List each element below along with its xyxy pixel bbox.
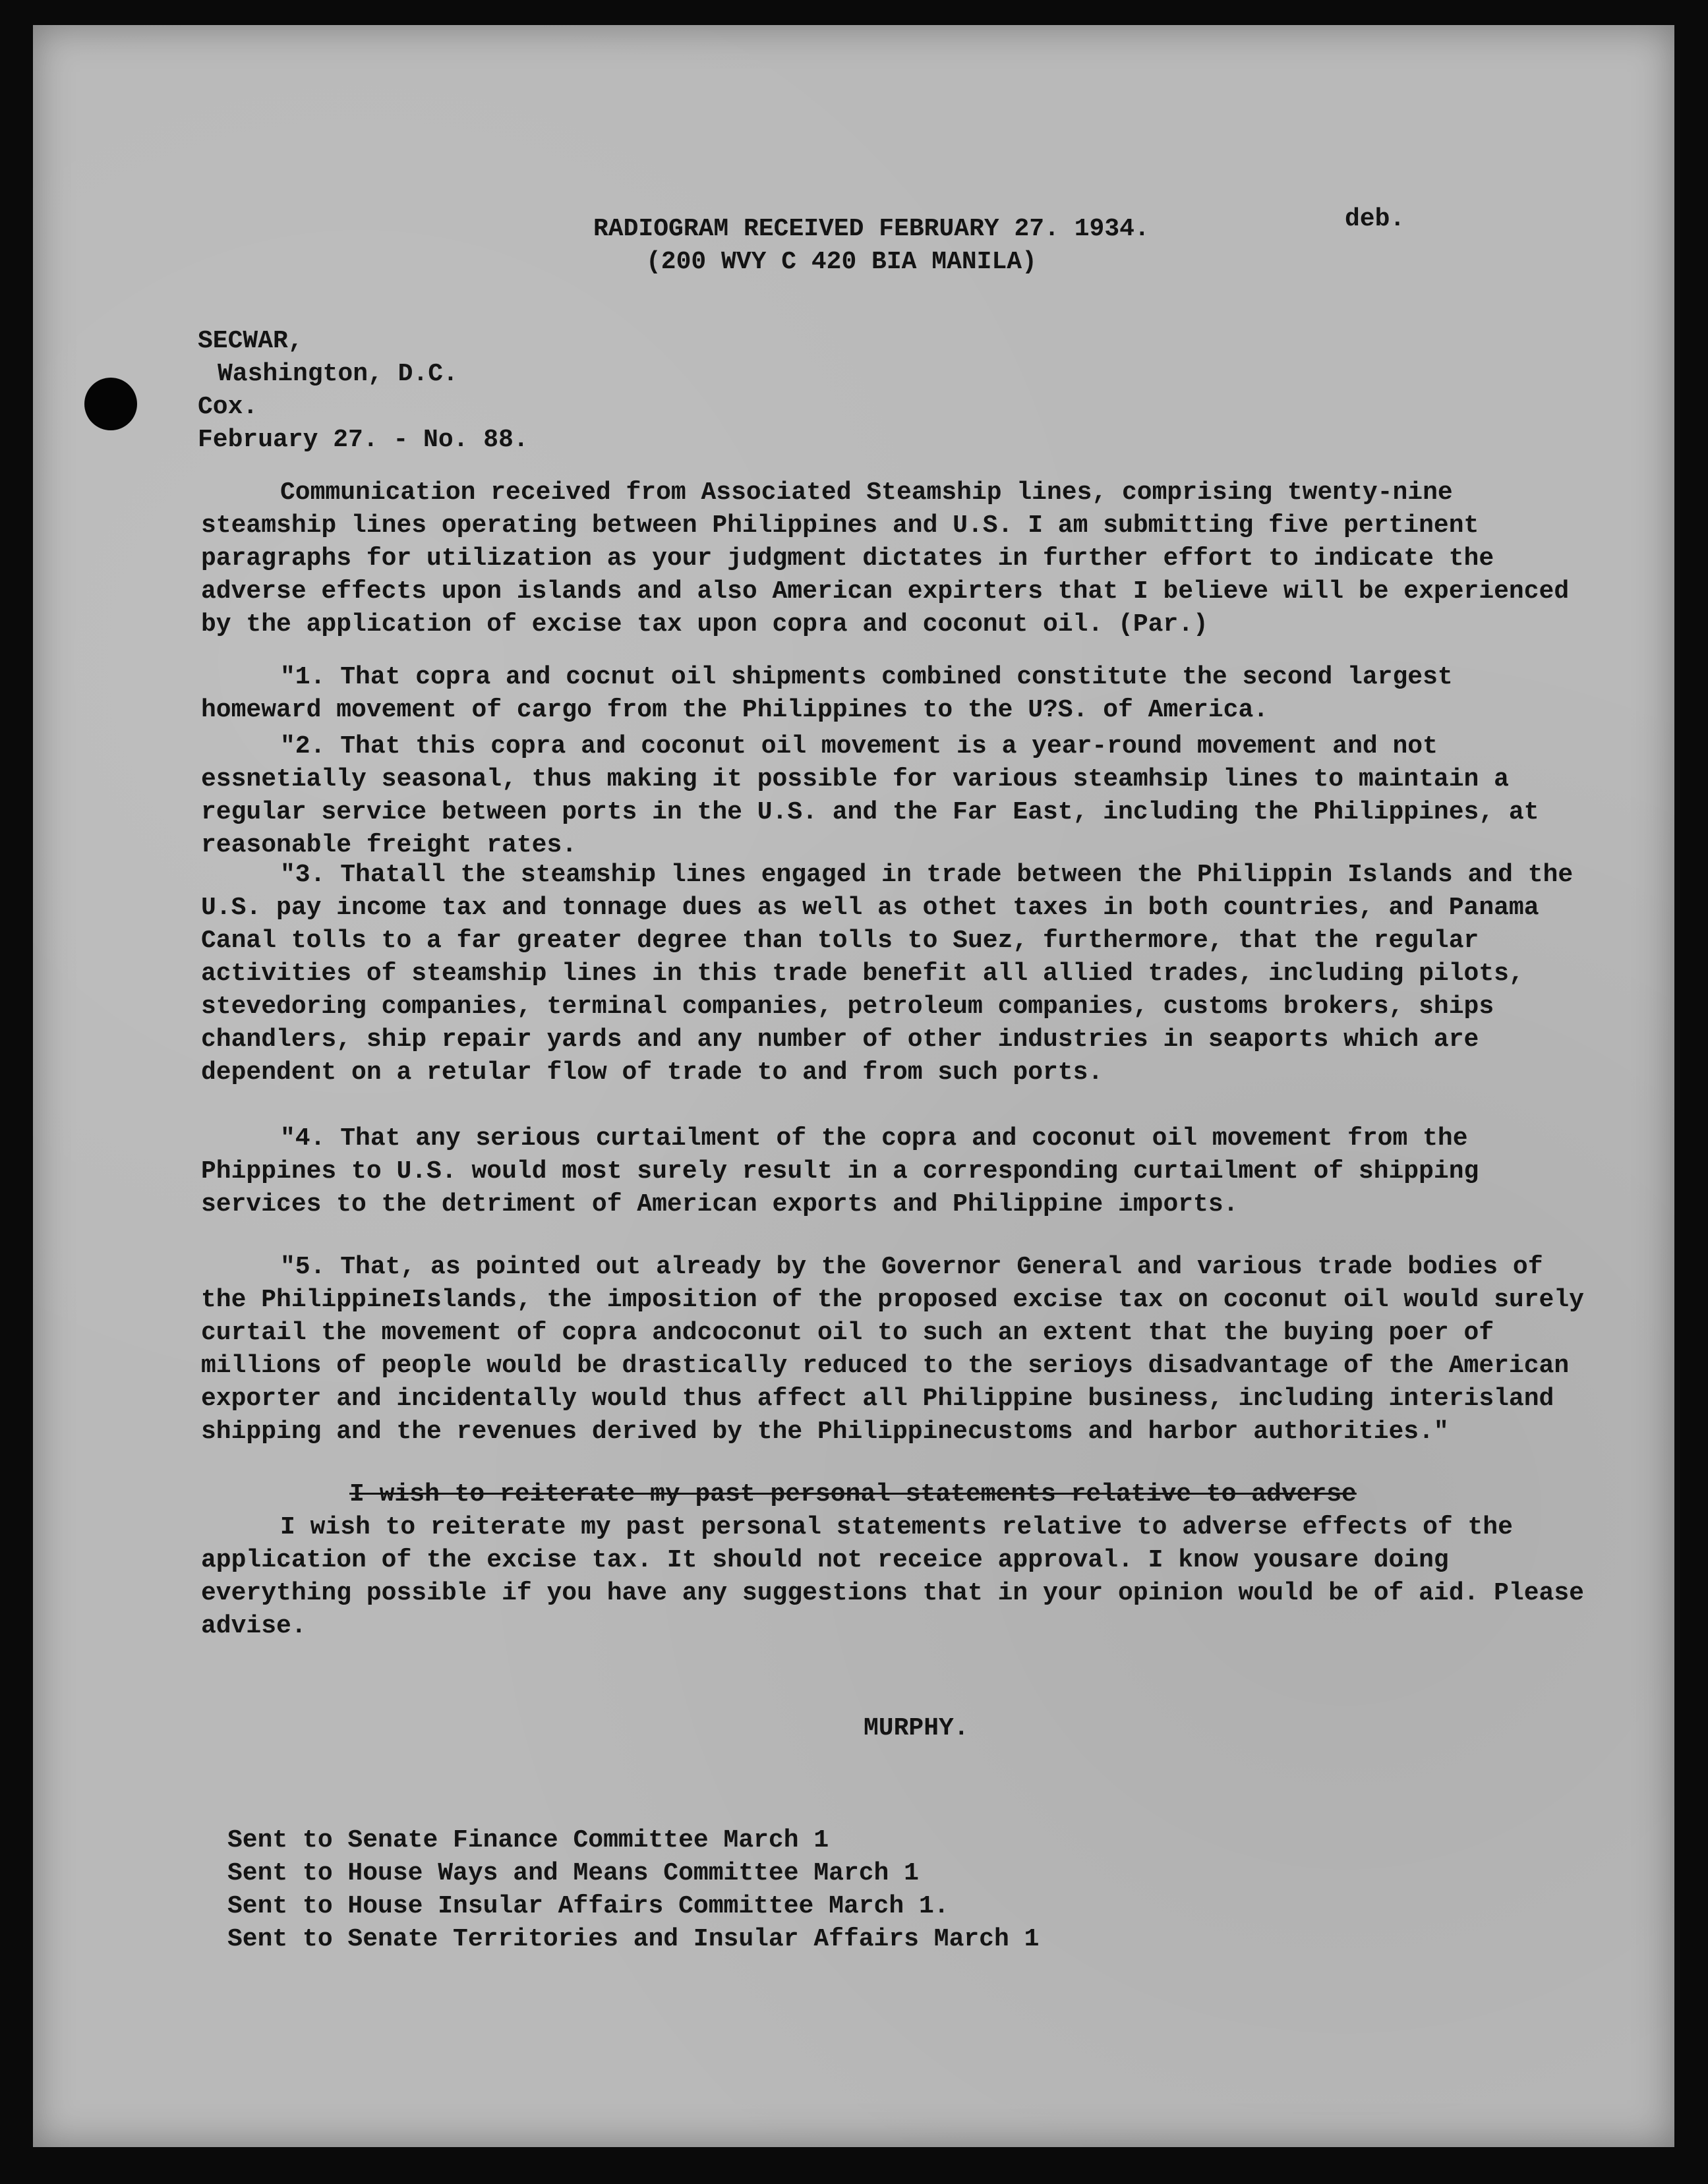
sender-name: Cox.: [198, 393, 258, 421]
radiogram-header: RADIOGRAM RECEIVED FEBRUARY 27. 1934.: [593, 215, 1150, 243]
intro-paragraph: Communication received from Associated Steamship lines, comprising twenty-nine steamship lines operating between Philippines and U.S. I am submitting five pertinent paragraphs for utilization as your judgment dictates in further effort to indicate the adverse effects upon islands and also American expirters that I believe will be experienced by the application of excise tax upon copra and coconut oil. (Par.): [201, 478, 1570, 639]
distribution-line: Sent to House Ways and Means Committee March 1: [227, 1859, 919, 1887]
punch-hole: [84, 378, 137, 430]
struck-line: I wish to reiterate my past personal statements relative to adverse: [349, 1480, 1357, 1509]
distribution-line: Sent to House Insular Affairs Committee March 1.: [227, 1892, 949, 1920]
paragraph-3: "3. Thatall the steamship lines engaged in trade between the Philippin Islands and the U.S. pay income tax and tonnage dues as well as othet taxes in both countries, and Panama Canal tolls to a far greater degree than tolls to Suez, furthermore, that the regular activities of steamship lines in this trade benefit all allied trades, including pilots, stevedoring companies, terminal companies, petroleum companies, customs brokers, ships chandlers, ship repair yards and any number of other industries in seaports which are dependent on a retular flow of trade to and from such ports.: [201, 861, 1574, 1087]
signature: MURPHY.: [864, 1714, 969, 1742]
distribution-line: Sent to Senate Territories and Insular Affairs March 1: [227, 1925, 1040, 1953]
distribution-line: Sent to Senate Finance Committee March 1: [227, 1826, 829, 1854]
message-date: February 27. - No. 88.: [198, 426, 529, 454]
paragraph-1: "1. That copra and cocnut oil shipments combined constitute the second largest homeward movement of cargo from the Philippines to the U?S. of America.: [201, 663, 1453, 724]
recipient: SECWAR,: [198, 327, 303, 355]
paragraph-2: "2. That this copra and coconut oil movement is a year-round movement and not essnetially seasonal, thus making it possible for various steamhsip lines to maintain a regular service between ports in the U.S. and the Far East, including the Philippines, at reasonable freight rates.: [201, 732, 1539, 859]
radiogram-code: (200 WVY C 420 BIA MANILA): [646, 248, 1037, 276]
document-page: [33, 25, 1674, 2147]
paragraph-4: "4. That any serious curtailment of the copra and coconut oil movement from the Phippines to U.S. would most surely result in a corresponding curtailment of shipping services to the detriment of American exports and Philippine imports.: [201, 1124, 1479, 1219]
recipient-city: Washington, D.C.: [218, 360, 458, 388]
typist-initials: deb.: [1345, 205, 1405, 233]
closing-paragraph: I wish to reiterate my past personal statements relative to adverse effects of the application of the excise tax. It should not receice approval. I know yousare doing everything possible if you have any suggestions that in your opinion would be of aid. Please advise.: [201, 1513, 1584, 1640]
paragraph-5: "5. That, as pointed out already by the Governor General and various trade bodies of the PhilippineIslands, the imposition of the proposed excise tax on coconut oil would surely curtail the movement of copra andcoconut oil to such an extent that the buying poer of millions of people would be drastically reduced to the serioys disadvantage of the American exporter and incidentally would thus affect all Philippine business, including interisland shipping and the revenues derived by the Philippinecustoms and harbor authorities.": [201, 1253, 1584, 1446]
